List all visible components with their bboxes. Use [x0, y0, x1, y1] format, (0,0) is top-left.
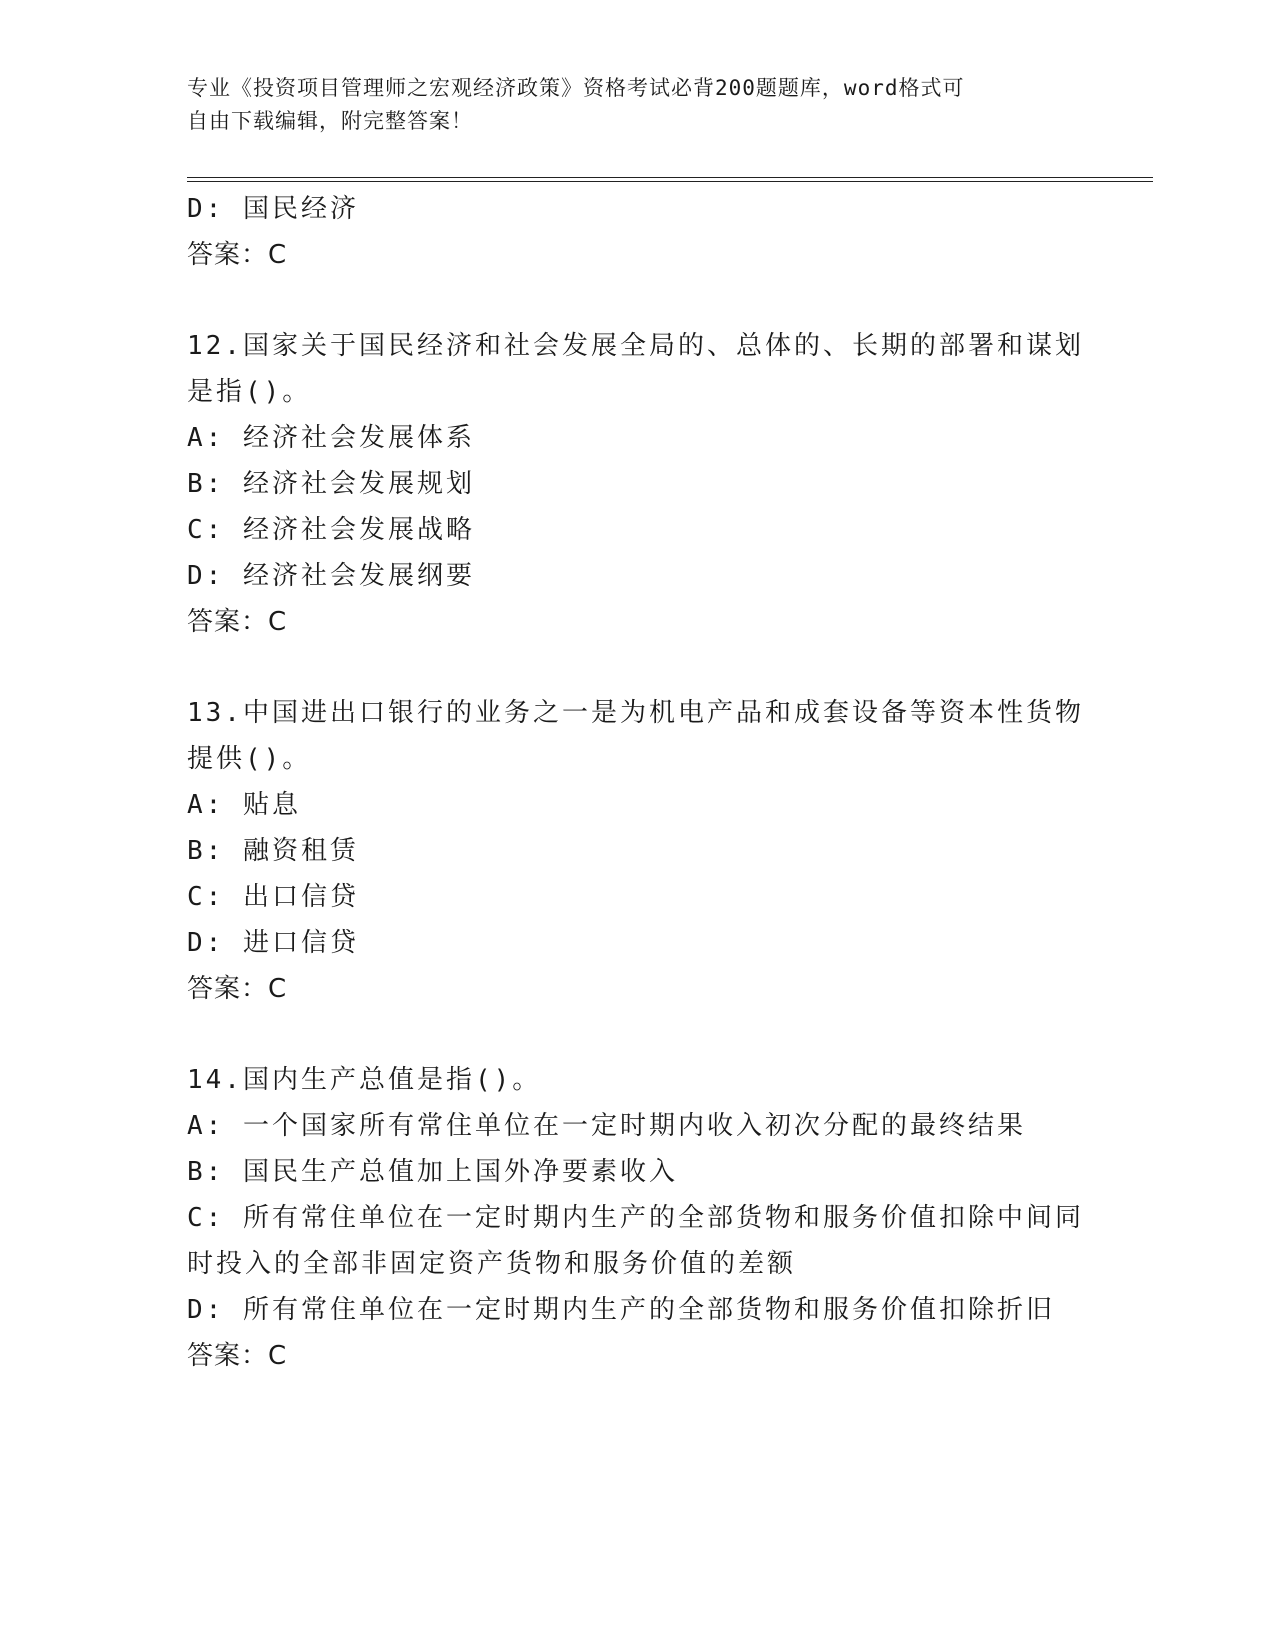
header-line-1: 专业《投资项目管理师之宏观经济政策》资格考试必背200题题库，word格式可: [187, 76, 965, 100]
spacer: [187, 1012, 1087, 1057]
question-stem: 12.国家关于国民经济和社会发展全局的、总体的、长期的部署和谋划: [187, 331, 1084, 361]
option-a: A: 贴息: [187, 790, 301, 820]
question-14: [187, 1057, 1087, 1379]
option-b: B: 经济社会发展规划: [187, 469, 475, 499]
option-b: B: 国民生产总值加上国外净要素收入: [187, 1157, 678, 1187]
question-stem-cont: 是指()。: [187, 377, 312, 407]
spacer: [187, 278, 1087, 323]
header-divider-top: [187, 177, 1153, 178]
option-d: D: 所有常住单位在一定时期内生产的全部货物和服务价值扣除折旧: [187, 1295, 1055, 1325]
question-11-tail: [187, 186, 1087, 278]
question-stem-cont: 提供()。: [187, 744, 312, 774]
header-line-2: 自由下载编辑，附完整答案！: [187, 109, 473, 133]
question-stem: 13.中国进出口银行的业务之一是为机电产品和成套设备等资本性货物: [187, 698, 1084, 728]
document-body: [187, 186, 1087, 1379]
option-d: D: 进口信贷: [187, 928, 359, 958]
option-b: B: 融资租赁: [187, 836, 359, 866]
option-d: D: 国民经济: [187, 194, 359, 224]
document-header: [187, 72, 1067, 138]
answer: 答案：C: [187, 607, 288, 637]
answer: 答案：C: [187, 974, 288, 1004]
header-divider-bottom: [187, 181, 1153, 182]
question-stem: 14.国内生产总值是指()。: [187, 1065, 542, 1095]
option-d: D: 经济社会发展纲要: [187, 561, 475, 591]
question-13: [187, 690, 1087, 1012]
option-c: C: 所有常住单位在一定时期内生产的全部货物和服务价值扣除中间同: [187, 1203, 1084, 1233]
option-a: A: 经济社会发展体系: [187, 423, 475, 453]
option-c-cont: 时投入的全部非固定资产货物和服务价值的差额: [187, 1249, 797, 1279]
spacer: [187, 645, 1087, 690]
answer: 答案：C: [187, 1341, 288, 1371]
option-c: C: 经济社会发展战略: [187, 515, 475, 545]
answer: 答案：C: [187, 240, 288, 270]
option-c: C: 出口信贷: [187, 882, 359, 912]
question-12: [187, 323, 1087, 645]
option-a: A: 一个国家所有常住单位在一定时期内收入初次分配的最终结果: [187, 1111, 1026, 1141]
